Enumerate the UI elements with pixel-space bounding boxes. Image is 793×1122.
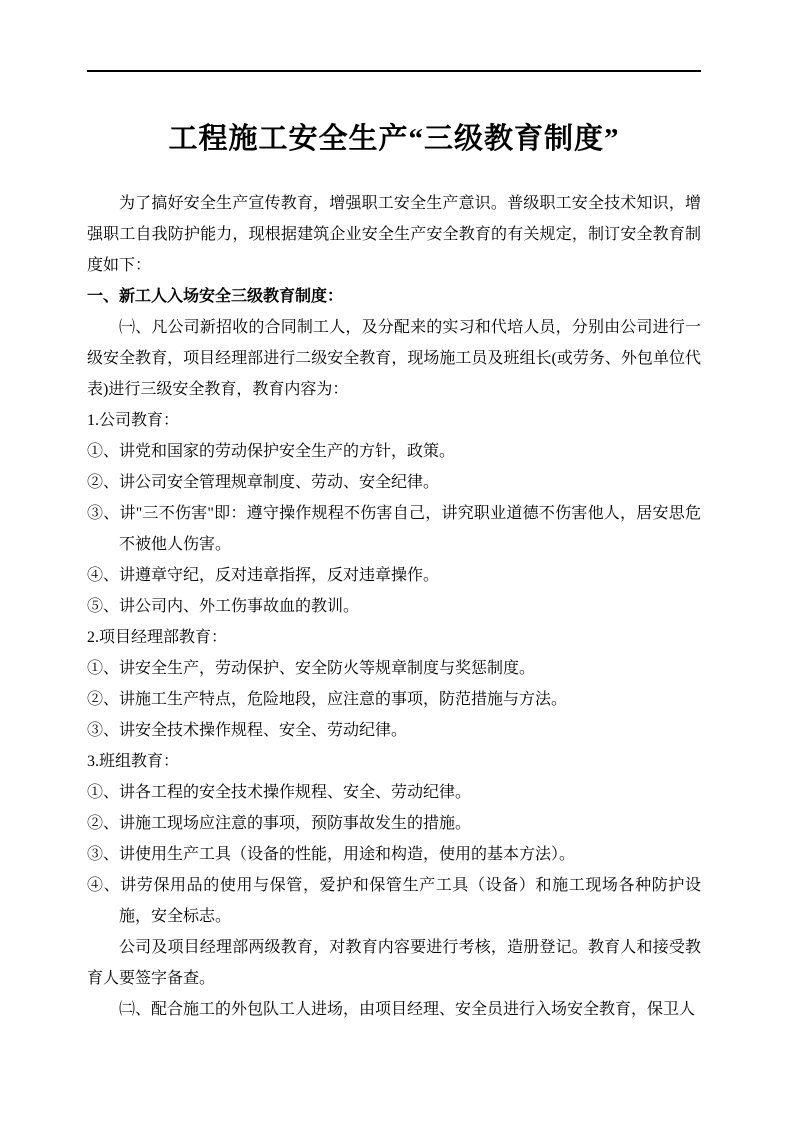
company-edu-item-2: ②、讲公司安全管理规章制度、劳动、安全纪律。: [87, 474, 440, 491]
company-edu-item-1: ①、讲党和国家的劳动保护安全生产的方针，政策。: [87, 443, 456, 460]
project-dept-edu-heading: 2.项目经理部教育：: [87, 629, 228, 646]
company-edu-heading: 1.公司教育：: [87, 412, 180, 429]
document-body: [87, 188, 701, 1025]
team-edu-heading: 3.班组教育：: [87, 753, 180, 770]
company-edu-item-4: ④、讲遵章守纪，反对违章指挥，反对违章操作。: [87, 567, 440, 584]
project-dept-edu-item-2: ②、讲施工生产特点，危险地段，应注意的事项，防范措施与方法。: [87, 691, 568, 708]
document-content: [87, 0, 701, 1025]
project-dept-edu-item-3: ③、讲安全技术操作规程、安全、劳动纪律。: [87, 722, 408, 739]
company-edu-item-5: ⑤、讲公司内、外工伤事故血的教训。: [87, 598, 360, 615]
team-edu-item-3: ③、讲使用生产工具（设备的性能，用途和构造，使用的基本方法）。: [87, 846, 576, 863]
section-1-heading: 一、新工人入场安全三级教育制度：: [87, 288, 344, 305]
project-dept-edu-item-1: ①、讲安全生产，劳动保护、安全防火等规章制度与奖惩制度。: [87, 660, 536, 677]
assessment-paragraph: 公司及项目经理部两级教育，对教育内容要进行考核，造册登记。教育人和接受教育人要签字备查。: [87, 939, 701, 987]
team-edu-item-1: ①、讲各工程的安全技术操作规程、安全、劳动纪律。: [87, 784, 472, 801]
company-edu-item-3: ③、讲"三不伤害"即：遵守操作规程不伤害自己，讲究职业道德不伤害他人，居安思危不被他人伤害。: [87, 505, 701, 553]
doc-title: 工程施工安全生产“三级教育制度”: [168, 123, 620, 155]
team-edu-item-4: ④、讲劳保用品的使用与保管，爱护和保管生产工具（设备）和施工现场各种防护设施，安全标志。: [87, 877, 701, 925]
clause-2-paragraph: ㈡、配合施工的外包队工人进场，由项目经理、安全员进行入场安全教育，保卫人: [119, 1001, 696, 1018]
team-edu-item-2: ②、讲施工现场应注意的事项，预防事故发生的措施。: [87, 815, 472, 832]
intro-paragraph: 为了搞好安全生产宣传教育，增强职工安全生产意识。普级职工安全技术知识，增强职工自我防护能力，现根据建筑企业安全生产安全教育的有关规定，制订安全教育制度如下：: [87, 195, 701, 274]
clause-1-paragraph: ㈠、凡公司新招收的合同制工人，及分配来的实习和代培人员，分别由公司进行一级安全教育，项目经理部进行二级安全教育，现场施工员及班组长(或劳务、外包单位代表)进行三级安全教育，教育内容为：: [87, 319, 701, 398]
